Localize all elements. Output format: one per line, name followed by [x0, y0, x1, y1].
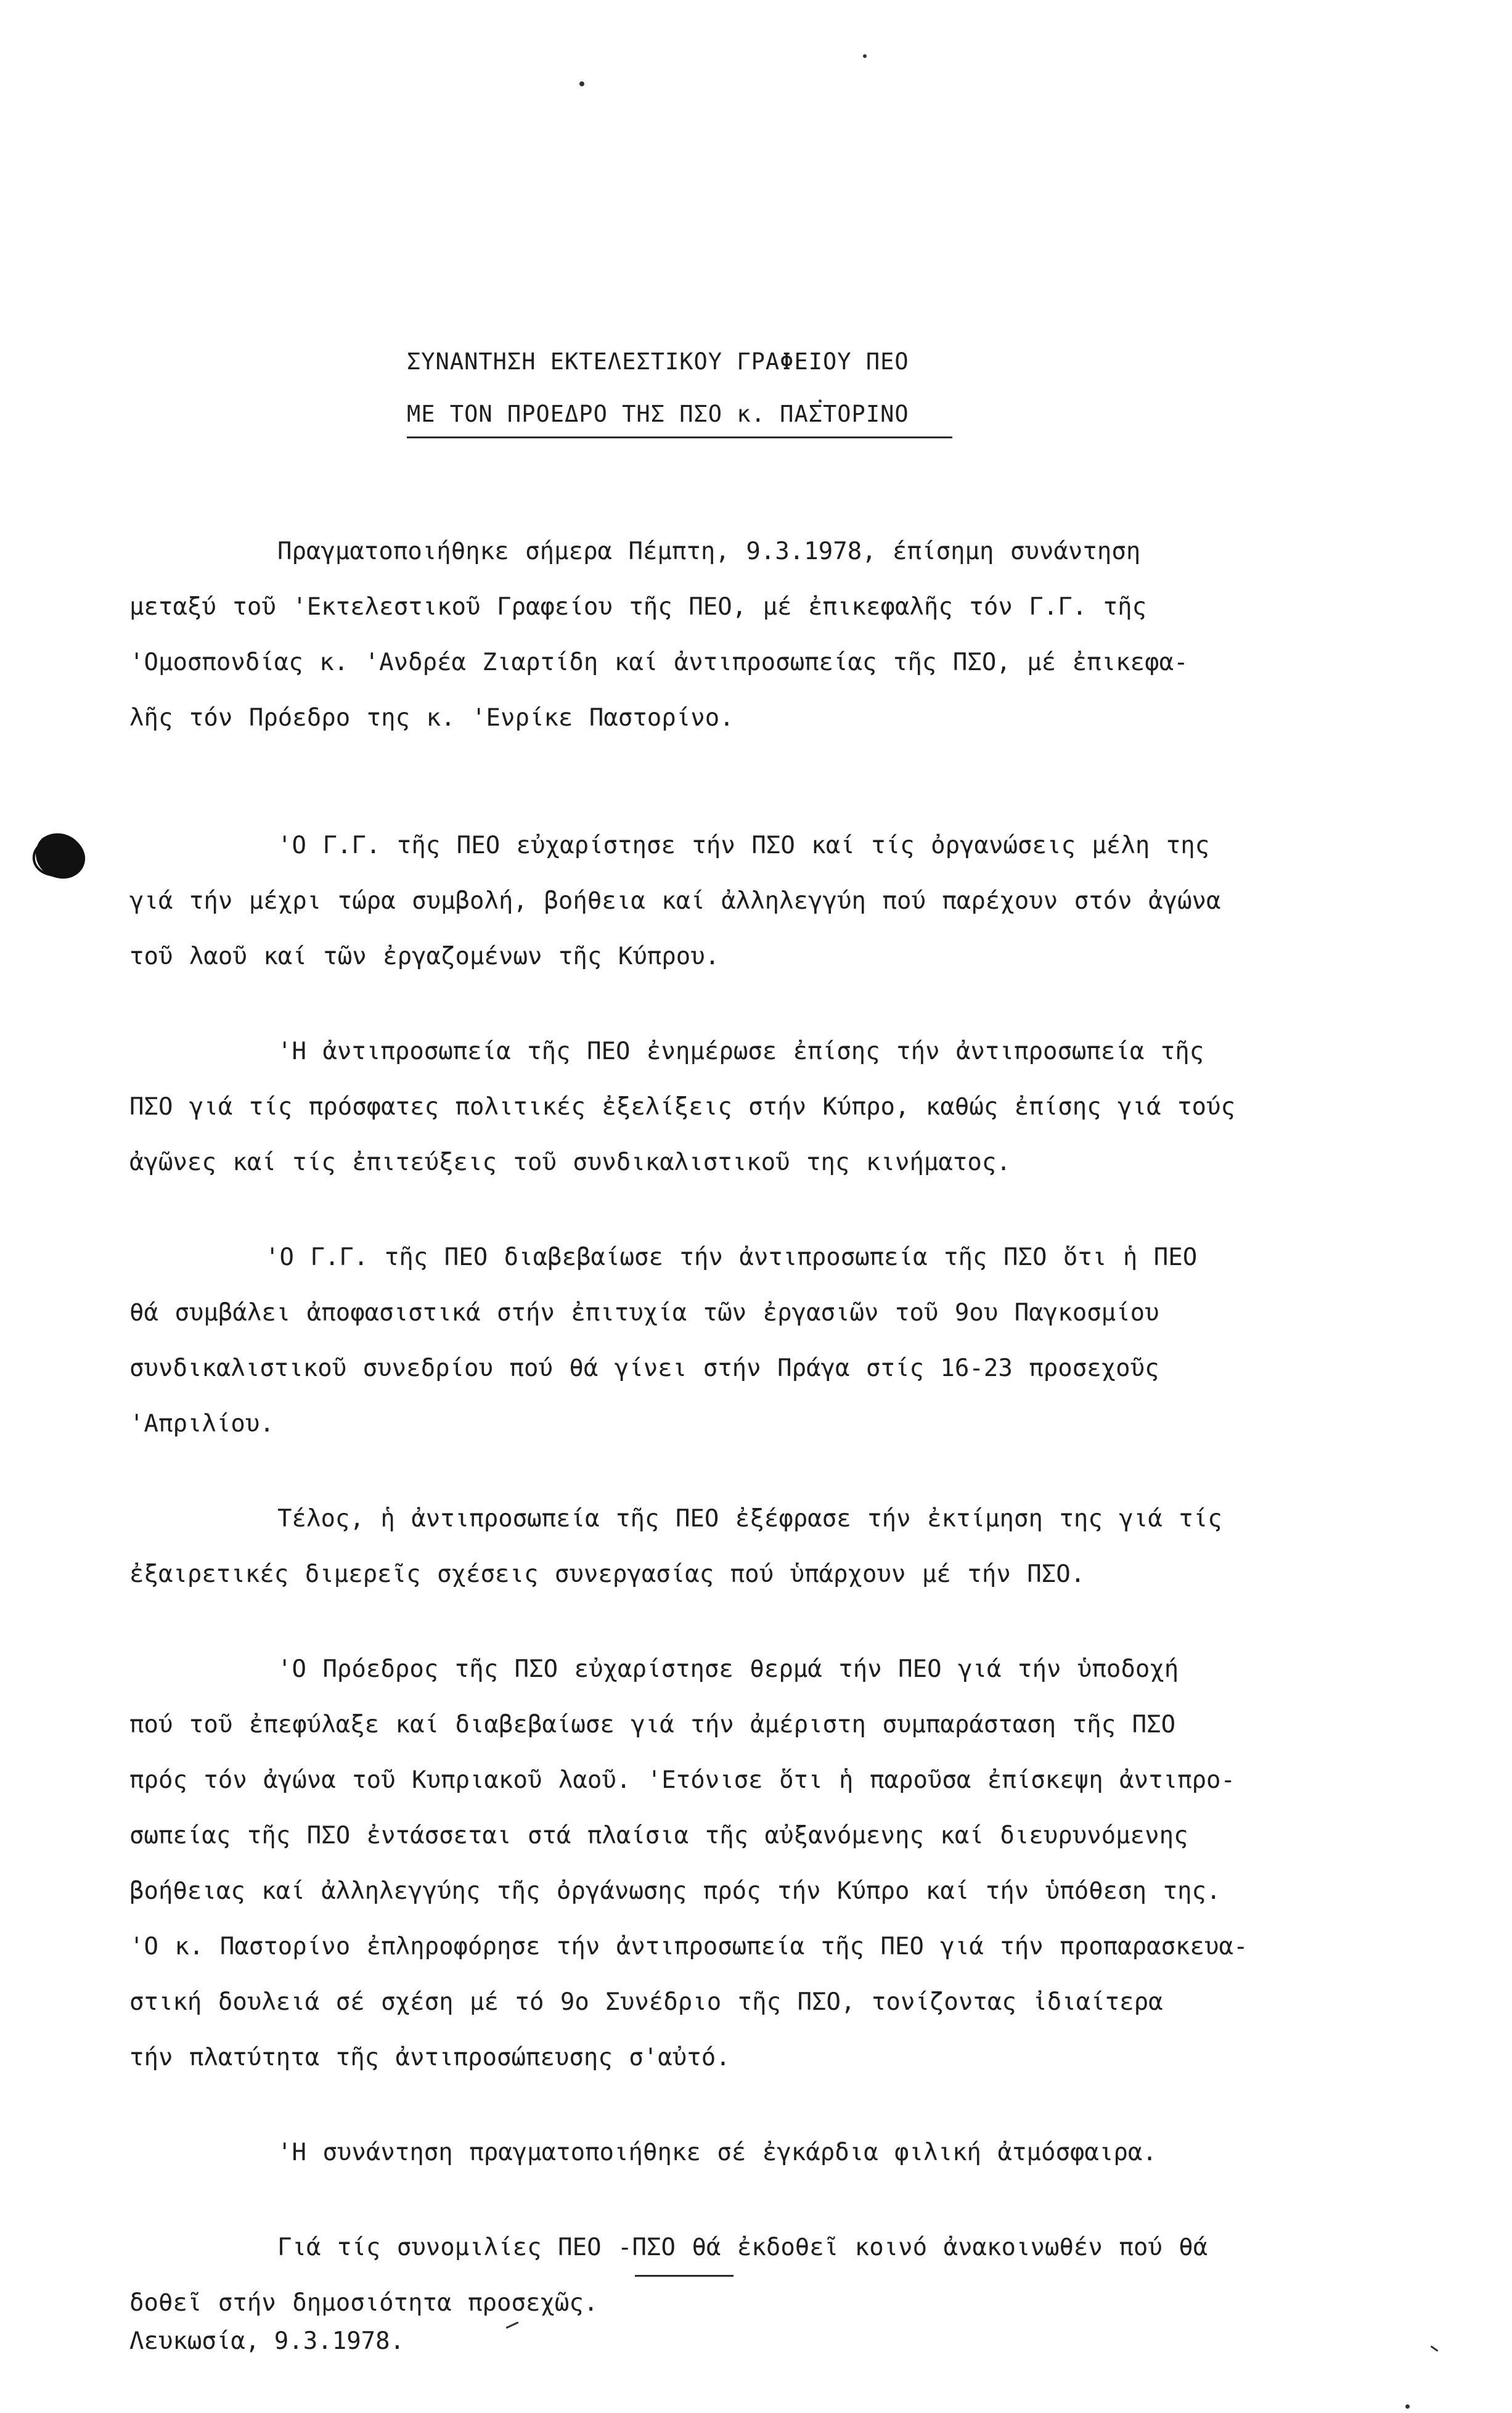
paragraph-4 [129, 1230, 1301, 1452]
paragraph-3 [129, 1024, 1301, 1190]
speck [1405, 2404, 1410, 2409]
document-title-line-2: ΜΕ ΤΟΝ ΠΡΟΕΔΡΟ ΤΗΣ ΠΣΟ κ. ΠΑΣΤΟΡΙΝΟ [407, 401, 909, 427]
text-line: συνδικαλιστικοῦ συνεδρίου πού θά γίνει στήν Πράγα στίς 16-23 προσεχοῦς [129, 1354, 1159, 1382]
text-line: 'Απριλίου. [129, 1410, 274, 1438]
text-line: 'Ομοσπονδίας κ. 'Ανδρέα Ζιαρτίδη καί ἀντιπροσωπείας τῆς ΠΣΟ, μέ ἐπικεφα- [129, 649, 1188, 676]
text-line: μεταξύ τοῦ 'Εκτελεστικοῦ Γραφείου τῆς ΠΕΟ, μέ ἐπικεφαλῆς τόν Γ.Γ. τῆς [129, 593, 1147, 621]
text-line: σωπείας τῆς ΠΣΟ ἐντάσσεται στά πλαίσια τῆς αὐξανόμενης καί διευρυνόμενης [129, 1822, 1188, 1850]
speck [579, 81, 584, 86]
paragraph-7 [129, 2125, 1301, 2181]
text-line: Γιά τίς συνομιλίες ΠΕΟ -ΠΣΟ θά ἐκδοθεῖ κοινό ἀνακοινωθέν πού θά [277, 2234, 1208, 2261]
text-line: δοθεῖ στήν δημοσιότητα προσεχῶς. [129, 2289, 599, 2317]
text-line: 'Η ἀντιπροσωπεία τῆς ΠΕΟ ἐνημέρωσε ἐπίσης τήν ἀντιπροσωπεία τῆς [277, 1038, 1204, 1065]
text-line: 'Ο κ. Παστορίνο ἐπληροφόρησε τήν ἀντιπροσωπεία τῆς ΠΕΟ γιά τήν προπαρασκευα- [129, 1933, 1248, 1960]
text-line: ἐξαιρετικές διμερεῖς σχέσεις συνεργασίας πού ὑπάρχουν μέ τήν ΠΣΟ. [129, 1560, 1085, 1588]
text-line: Πραγματοποιήθηκε σήμερα Πέμπτη, 9.3.1978, έπίσημη συνάντηση [277, 538, 1141, 565]
speck [1430, 2345, 1438, 2351]
text-line: λῆς τόν Πρόεδρο της κ. 'Ενρίκε Παστορίνο. [129, 704, 734, 732]
text-line: πρός τόν ἀγώνα τοῦ Κυπριακοῦ λαοῦ. 'Ετόνισε ὅτι ἡ παροῦσα ἐπίσκεψη ἀντιπρο- [129, 1766, 1235, 1794]
text-line: στική δουλειά σέ σχέση μέ τό 9ο Συνέδριο τῆς ΠΣΟ, τονίζοντας ἰδιαίτερα [129, 1988, 1163, 2016]
closing-separator [635, 2275, 734, 2277]
text-line: βοήθειας καί ἀλληλεγγύης τῆς ὀργάνωσης πρός τήν Κύπρο καί τήν ὑπόθεση της. [129, 1877, 1221, 1905]
text-line: 'Ο Γ.Γ. τῆς ΠΕΟ διαβεβαίωσε τήν ἀντιπροσωπεία τῆς ΠΣΟ ὅτι ἡ ΠΕΟ [265, 1243, 1198, 1271]
text-line: θά συμβάλει ἀποφασιστικά στήν ἐπιτυχία τῶν ἐργασιῶν τοῦ 9ου Παγκοσμίου [129, 1299, 1159, 1327]
speck [863, 54, 867, 58]
text-line: 'Η συνάντηση πραγματοποιήθηκε σέ ἐγκάρδια φιλική ἀτμόσφαιρα. [277, 2139, 1157, 2166]
place-and-date: Λευκωσία, 9.3.1978. [129, 2327, 405, 2355]
document-title-line-1: ΣΥΝΑΝΤΗΣΗ ΕΚΤΕΛΕΣΤΙΚΟΥ ΓΡΑΦΕΙΟΥ ΠΕΟ [407, 348, 909, 375]
paragraph-6 [129, 1642, 1301, 2086]
text-line: Τέλος, ἡ ἀντιπροσωπεία τῆς ΠΕΟ ἐξέφρασε τήν ἐκτίμηση της γιά τίς [277, 1505, 1222, 1533]
text-line: 'Ο Γ.Γ. τῆς ΠΕΟ εὐχαρίστησε τήν ΠΣΟ καί τίς ὀργανώσεις μέλη της [277, 832, 1210, 859]
text-line: ἀγῶνες καί τίς ἐπιτεύξεις τοῦ συνδικαλιστικοῦ της κινήματος. [129, 1149, 1011, 1176]
title-underline [407, 436, 952, 438]
paragraph-2 [129, 818, 1301, 985]
text-line: πού τοῦ ἐπεφύλαξε καί διαβεβαίωσε γιά τήν ἀμέριστη συμπαράσταση τῆς ΠΣΟ [129, 1711, 1176, 1739]
text-line: 'Ο Πρόεδρος τῆς ΠΣΟ εὐχαρίστησε θερμά τήν ΠΕΟ γιά τήν ὑποδοχή [277, 1655, 1179, 1683]
document-body [129, 524, 1301, 2403]
text-line: τοῦ λαοῦ καί τῶν ἐργαζομένων τῆς Κύπρου. [129, 943, 720, 970]
text-line: τήν πλατύτητα τῆς ἀντιπροσώπευσης σ'αὐτό. [129, 2044, 730, 2071]
text-line: γιά τήν μέχρι τώρα συμβολή, βοήθεια καί ἀλληλεγγύη πού παρέχουν στόν ἀγώνα [129, 887, 1221, 915]
punch-hole-mark [23, 826, 97, 888]
paragraph-1 [129, 524, 1301, 746]
text-line: ΠΣΟ γιά τίς πρόσφατες πολιτικές ἐξελίξεις στήν Κύπρο, καθώς ἐπίσης γιά τούς [129, 1093, 1235, 1121]
paragraph-5 [129, 1491, 1301, 1602]
